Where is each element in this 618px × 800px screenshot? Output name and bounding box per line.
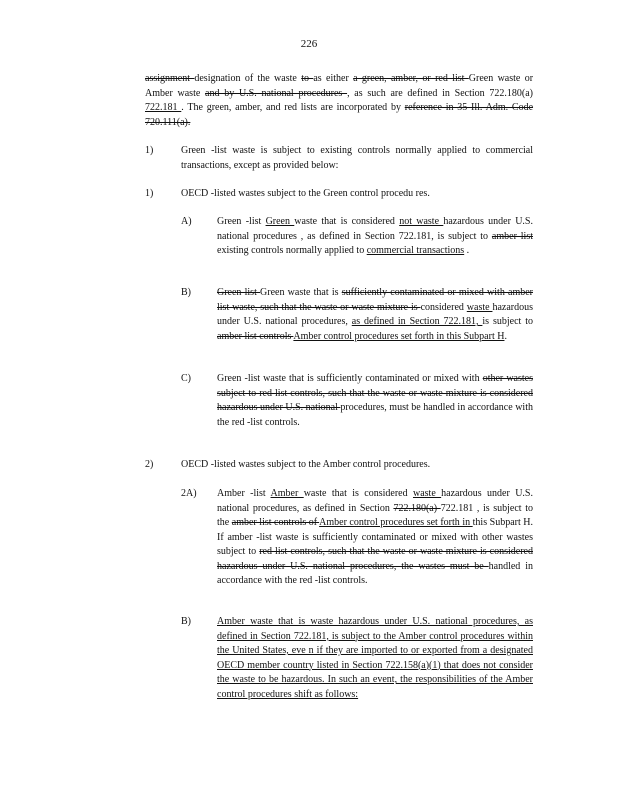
- item-text: [217, 286, 533, 344]
- item-marker: 2A): [181, 488, 197, 499]
- text-run: .: [504, 330, 507, 342]
- item-text: [217, 615, 533, 702]
- inserted-text: waste: [466, 301, 493, 313]
- struck-text: a green, amber, or red list: [353, 73, 469, 84]
- text-run: designation of the waste: [194, 73, 302, 84]
- item-marker: B): [181, 287, 191, 298]
- text-run: hazardous under U.S. national procedures , as defined in Section 722.181, is subject to: [217, 216, 533, 242]
- struck-text: reference in 35 Ill. Adm. Code 720.111(a).: [145, 102, 534, 128]
- struck-text: sufficiently contaminated or mixed with amber list waste, such that the waste or waste mixture is: [217, 287, 533, 313]
- text-run: OECD -listed wastes subject to the Green control procedu res.: [181, 188, 430, 199]
- struck-text: Green list: [217, 287, 261, 298]
- text-run: 722.181 , is subject to the: [217, 502, 533, 528]
- text-run: Green waste or Amber waste: [145, 73, 534, 99]
- text-run: Green -list: [217, 216, 266, 227]
- struck-text: amber list controls of: [231, 517, 320, 528]
- text-run: .: [464, 245, 470, 256]
- item-text: [217, 372, 533, 430]
- inserted-text: not waste: [399, 216, 444, 227]
- struck-text: and by U.S. national procedures: [205, 87, 348, 99]
- struck-text: to: [301, 73, 314, 84]
- text-run: hazardous under U.S. national procedures,: [217, 301, 533, 327]
- item-marker: 2): [145, 459, 154, 470]
- item-marker: 1): [145, 188, 154, 199]
- text-run: handled in accordance with the red -list controls.: [217, 560, 534, 586]
- text-run: Green -list waste is subject to existing controls normally applied to commercial transactions, except as provided below:: [181, 145, 533, 171]
- item-text: [181, 458, 533, 473]
- inserted-text: as defined in Section 722.181,: [351, 316, 483, 327]
- item-text: [217, 487, 533, 589]
- text-run: , as such are defined in Section 722.180(a): [347, 87, 533, 99]
- struck-text: other wastes subject to red list controls, such that the waste or waste mixture is considered hazardous under U.S. national: [217, 373, 533, 413]
- item-marker: B): [181, 616, 191, 627]
- item-marker: A): [181, 216, 192, 227]
- page-number: 226: [300, 38, 318, 50]
- text-run: waste that is considered: [303, 488, 413, 499]
- struck-text: amber list: [491, 230, 533, 242]
- item-text: [181, 187, 533, 202]
- text-run: Green waste that is: [260, 287, 342, 298]
- text-run: . The green, amber, and red lists are incorporated by: [181, 102, 405, 113]
- inserted-text: Amber waste that is waste hazardous under U.S. national procedures, as defined in Section 722.181, is subject to the Amber control procedures within the United States, eve n if they are imported to or exported from a designated OECD member country listed in Section 722.158(a)(1) that does not consider the waste to be hazardous. In such an event, the responsibilities of the Amber control procedures shift as follows:: [217, 616, 533, 700]
- text-run: Green -list waste that is sufficiently contaminated or mixed with: [217, 373, 483, 384]
- text-run: hazardous under U.S. national procedures, as defined in Section: [217, 488, 533, 514]
- text-run: this Subpart H. If amber -list waste is sufficiently contaminated or mixed with other wastes subject to: [217, 517, 533, 557]
- inserted-text: waste: [412, 488, 442, 499]
- inserted-text: 722.181: [145, 102, 182, 113]
- inserted-text: Green: [265, 216, 295, 227]
- text-run: waste that is considered: [294, 216, 400, 227]
- struck-text: 722.180(a): [393, 502, 441, 514]
- intro-paragraph: [145, 72, 533, 130]
- item-marker: C): [181, 373, 191, 384]
- text-run: procedures, must be handled in accordance with the red -list controls.: [217, 402, 533, 428]
- item-text: [217, 215, 533, 259]
- inserted-text: Amber: [270, 488, 304, 499]
- text-run: OECD -listed wastes subject to the Amber control procedures.: [181, 459, 431, 470]
- text-run: considered: [420, 301, 467, 313]
- text-run: existing controls normally applied to: [217, 245, 367, 256]
- struck-text: assignment: [145, 73, 195, 84]
- item-marker: 1): [145, 145, 154, 156]
- struck-text: red list controls, such that the waste or waste mixture is considered hazardous under U.S. national procedures, the wastes must be: [217, 546, 533, 572]
- inserted-text: Amber control procedures set forth in: [319, 517, 473, 528]
- text-run: Amber -list: [217, 488, 271, 499]
- item-text: [181, 144, 533, 173]
- inserted-text: Amber control procedures set forth in this Subpart H: [293, 330, 505, 342]
- text-run: is subject to: [482, 316, 533, 327]
- struck-text: amber list controls: [217, 330, 294, 342]
- inserted-text: commercial transactions: [366, 245, 465, 256]
- text-run: as either: [313, 73, 354, 84]
